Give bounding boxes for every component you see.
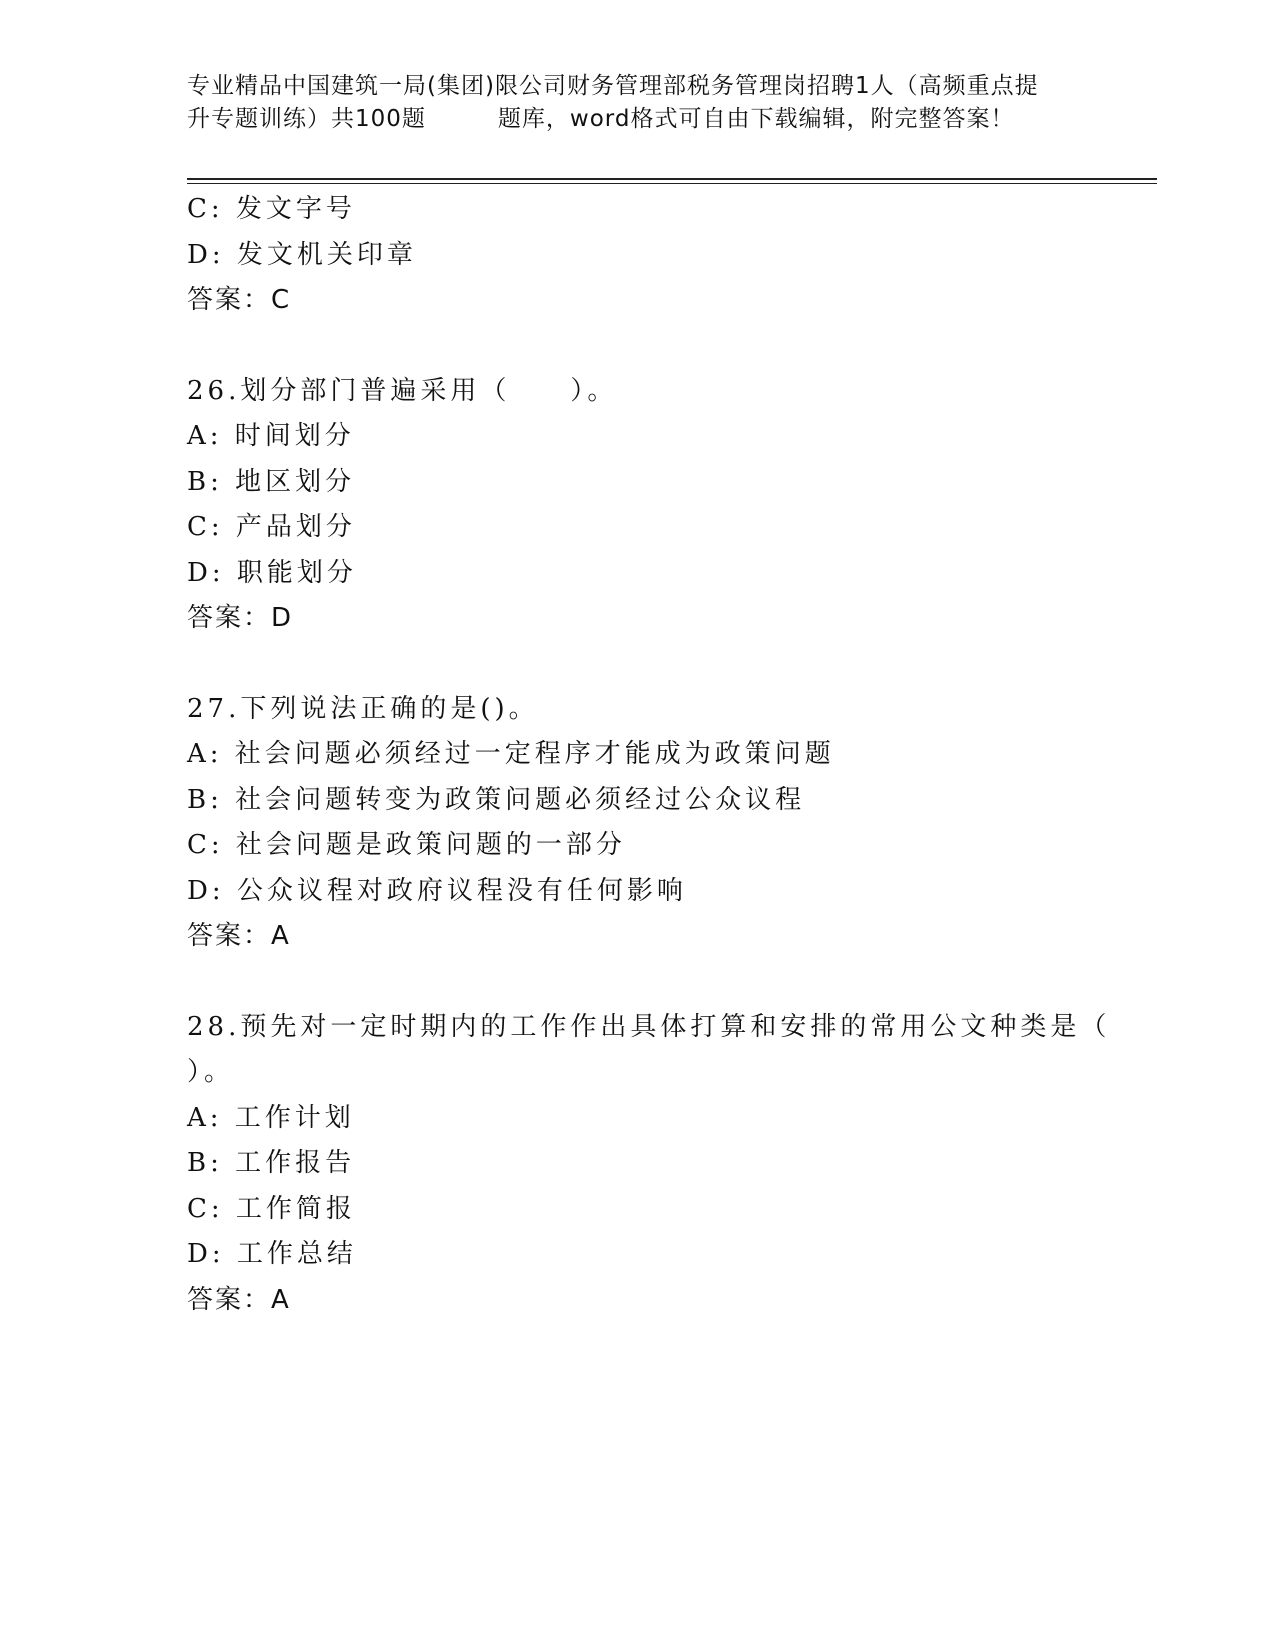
question-26	[187, 369, 1087, 642]
question-25-continued	[187, 187, 1087, 324]
option-a: A: 工作计划	[187, 1102, 355, 1133]
header-title-line1: 专业精品中国建筑一局(集团)限公司财务管理部税务管理岗招聘1人（高频重点提	[187, 73, 1039, 99]
option-b: B: 工作报告	[187, 1148, 356, 1178]
option-d: D: 工作总结	[187, 1239, 357, 1269]
option-b: B: 地区划分	[187, 466, 356, 497]
answer: 答案：C	[187, 285, 292, 315]
header-title-line2	[187, 103, 1087, 136]
option-c: C: 产品划分	[187, 512, 356, 542]
answer: 答案：D	[187, 603, 294, 633]
option-c: C: 工作简报	[187, 1193, 356, 1224]
question-stem-line2: ）。	[187, 1057, 235, 1087]
option-a: A: 社会问题必须经过一定程序才能成为政策问题	[187, 739, 835, 769]
option-c: C: 发文字号	[187, 194, 356, 224]
option-d: D: 公众议程对政府议程没有任何影响	[187, 875, 687, 906]
page-header	[187, 70, 1087, 136]
question-stem: 27.下列说法正确的是()。	[187, 693, 539, 724]
header-divider-thick	[187, 178, 1157, 180]
question-list	[187, 187, 1111, 1323]
option-b: B: 社会问题转变为政策问题必须经过公众议程	[187, 784, 806, 815]
answer: 答案：A	[187, 1284, 291, 1315]
header-divider-thin	[187, 183, 1157, 184]
option-c: C: 社会问题是政策问题的一部分	[187, 830, 626, 860]
question-27	[187, 687, 1087, 960]
question-28	[187, 1005, 1111, 1324]
header-title-left: 升专题训练）共100题	[187, 106, 426, 132]
option-d: D: 职能划分	[187, 557, 357, 588]
header-title-right: 题库，word格式可自由下载编辑，附完整答案！	[497, 106, 1015, 132]
answer: 答案：A	[187, 921, 291, 951]
option-a: A: 时间划分	[187, 421, 355, 451]
question-stem-line1: 28.预先对一定时期内的工作作出具体打算和安排的常用公文种类是（	[187, 1011, 1111, 1042]
question-stem: 26.划分部门普遍采用（ ）。	[187, 375, 618, 406]
option-d: D: 发文机关印章	[187, 239, 417, 270]
